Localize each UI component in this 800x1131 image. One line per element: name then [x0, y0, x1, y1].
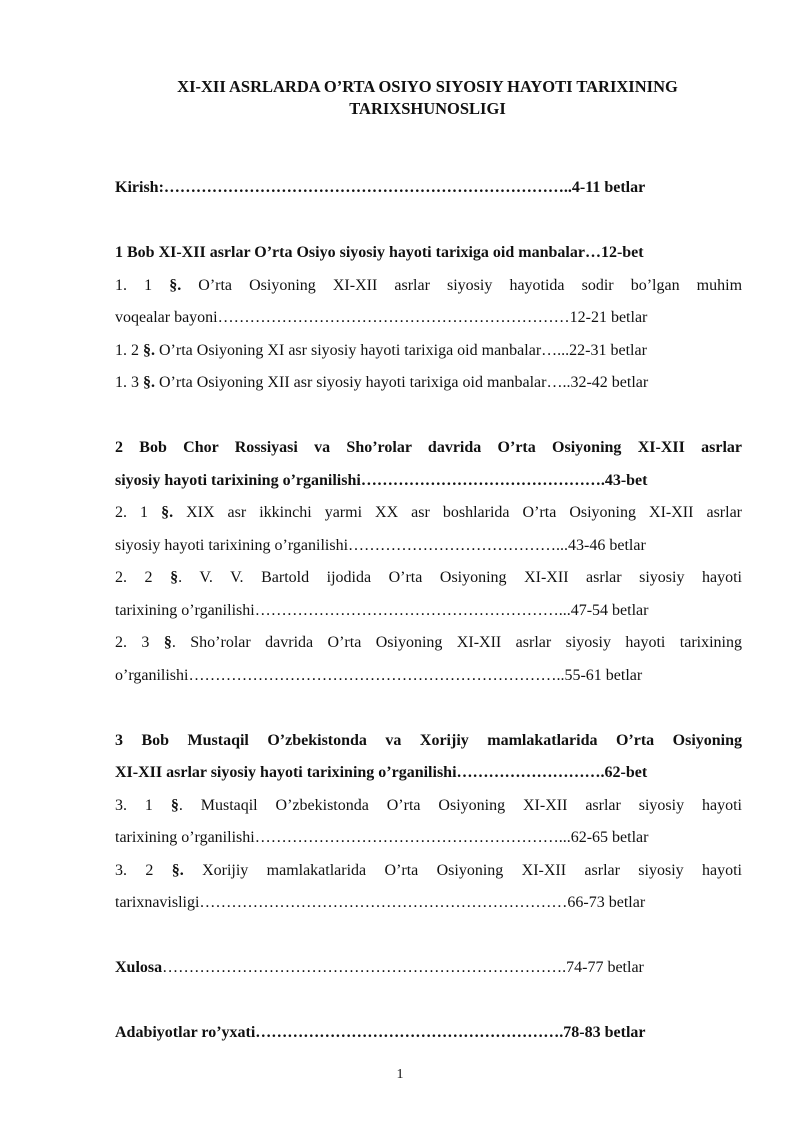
toc-section-2-3 [115, 627, 742, 660]
toc-section-1-1 [115, 270, 742, 303]
section-title: O’rta Osiyoning XI-XII asrlar siyosiy hayotida sodir bo’lgan muhim [181, 276, 742, 294]
section-number: 2. 3 [115, 634, 164, 651]
toc-chapter-1-heading: 1 Bob XI-XII asrlar O’rta Osiyo siyosiy hayoti tarixiga oid manbalar…12-bet [115, 244, 644, 261]
section-sign: §. [171, 861, 184, 879]
toc-section-3-1 [115, 790, 742, 823]
spacer [115, 985, 742, 1018]
table-of-contents [115, 172, 742, 1050]
toc-section-1-2 [115, 335, 742, 368]
toc-chapter-3-heading: 3 Bob Mustaqil O’zbekistonda va Xorijiy mamlakatlarida O’rta Osiyoning [115, 731, 742, 749]
toc-section-2-2-cont: tarixining o’rganilishi…………………………………………………...47-54 betlar [115, 601, 649, 619]
section-sign: §. [143, 341, 155, 359]
section-sign: §. [143, 374, 155, 391]
title-line-1: XI-XII ASRLARDA O’RTA OSIYO SIYOSIY HAYOTI TARIXINING [177, 77, 678, 96]
section-number: 1. 1 [115, 276, 170, 294]
spacer [115, 205, 742, 238]
section-sign: § [163, 634, 172, 651]
toc-section-2-2 [115, 562, 742, 595]
toc-section-1-3 [115, 367, 742, 400]
toc-section-3-2 [115, 855, 742, 888]
toc-entry-xulosa [115, 952, 742, 985]
page-number: 1 [396, 1067, 404, 1082]
section-title: O’rta Osiyoning XII asr siyosiy hayoti tarixiga oid manbalar…..32-42 betlar [155, 374, 649, 391]
page-title [100, 76, 755, 120]
spacer [115, 692, 742, 725]
section-number: 1. 3 [115, 374, 143, 391]
section-title: . V. V. Bartold ijodida O’rta Osiyoning XI-XII asrlar siyosiy hayoti [178, 569, 742, 586]
section-title: . Mustaqil O’zbekistonda O’rta Osiyoning XI-XII asrlar siyosiy hayoti [178, 796, 742, 814]
toc-entry-adabiyotlar: Adabiyotlar ro’yxati………………………………………………….78-83 betlar [115, 1024, 646, 1041]
section-number: 2. 2 [115, 569, 171, 586]
toc-section-2-1-cont: siyosiy hayoti tarixining o’rganilishi…………………………………...43-46 betlar [115, 536, 646, 554]
xulosa-pages: ………………………………………………………………….74-77 betlar [162, 959, 644, 976]
section-title: . Sho’rolar davrida O’rta Osiyoning XI-XII asrlar siyosiy hayoti tarixining [171, 634, 742, 651]
spacer [115, 920, 742, 953]
section-number: 3. 1 [115, 796, 171, 814]
spacer [115, 400, 742, 433]
toc-entry-kirish: Kirish:…………………………………………………………………..4-11 betlar [115, 179, 646, 196]
toc-chapter-2-heading: 2 Bob Chor Rossiyasi va Sho’rolar davrida O’rta Osiyoning XI-XII asrlar [115, 439, 742, 456]
toc-section-2-3-cont: o’rganilishi……………………………………………………………..55-61 betlar [115, 666, 643, 684]
toc-section-2-1 [115, 497, 742, 530]
title-line-2: TARIXSHUNOSLIGI [349, 99, 506, 118]
section-sign: § [170, 796, 179, 814]
section-sign: §. [169, 276, 182, 294]
toc-chapter-2-heading-cont: siyosiy hayoti tarixining o’rganilishi……………………………………….43-bet [115, 471, 648, 489]
xulosa-label: Xulosa [115, 959, 163, 976]
section-title: Xorijiy mamlakatlarida O’rta Osiyoning XI-XII asrlar siyosiy hayoti [183, 861, 742, 879]
section-number: 1. 2 [115, 341, 143, 359]
section-sign: § [170, 569, 179, 586]
toc-chapter-3-heading-cont: XI-XII asrlar siyosiy hayoti tarixining o’rganilishi……………………….62-bet [115, 764, 648, 781]
toc-section-3-1-cont: tarixining o’rganilishi…………………………………………………...62-65 betlar [115, 829, 649, 846]
section-title: XIX asr ikkinchi yarmi XX asr boshlarida O’rta Osiyoning XI-XII asrlar [173, 504, 742, 521]
section-sign: §. [161, 504, 174, 521]
section-number: 2. 1 [115, 504, 162, 521]
section-title: O’rta Osiyoning XI asr siyosiy hayoti tarixiga oid manbalar…...22-31 betlar [155, 341, 647, 359]
section-number: 3. 2 [115, 861, 172, 879]
toc-section-1-1-cont: voqealar bayoni…………………………………………………………12-21 betlar [115, 309, 648, 326]
toc-section-3-2-cont: tarixnavisligi……………………………………………………………66-73 betlar [115, 894, 646, 911]
